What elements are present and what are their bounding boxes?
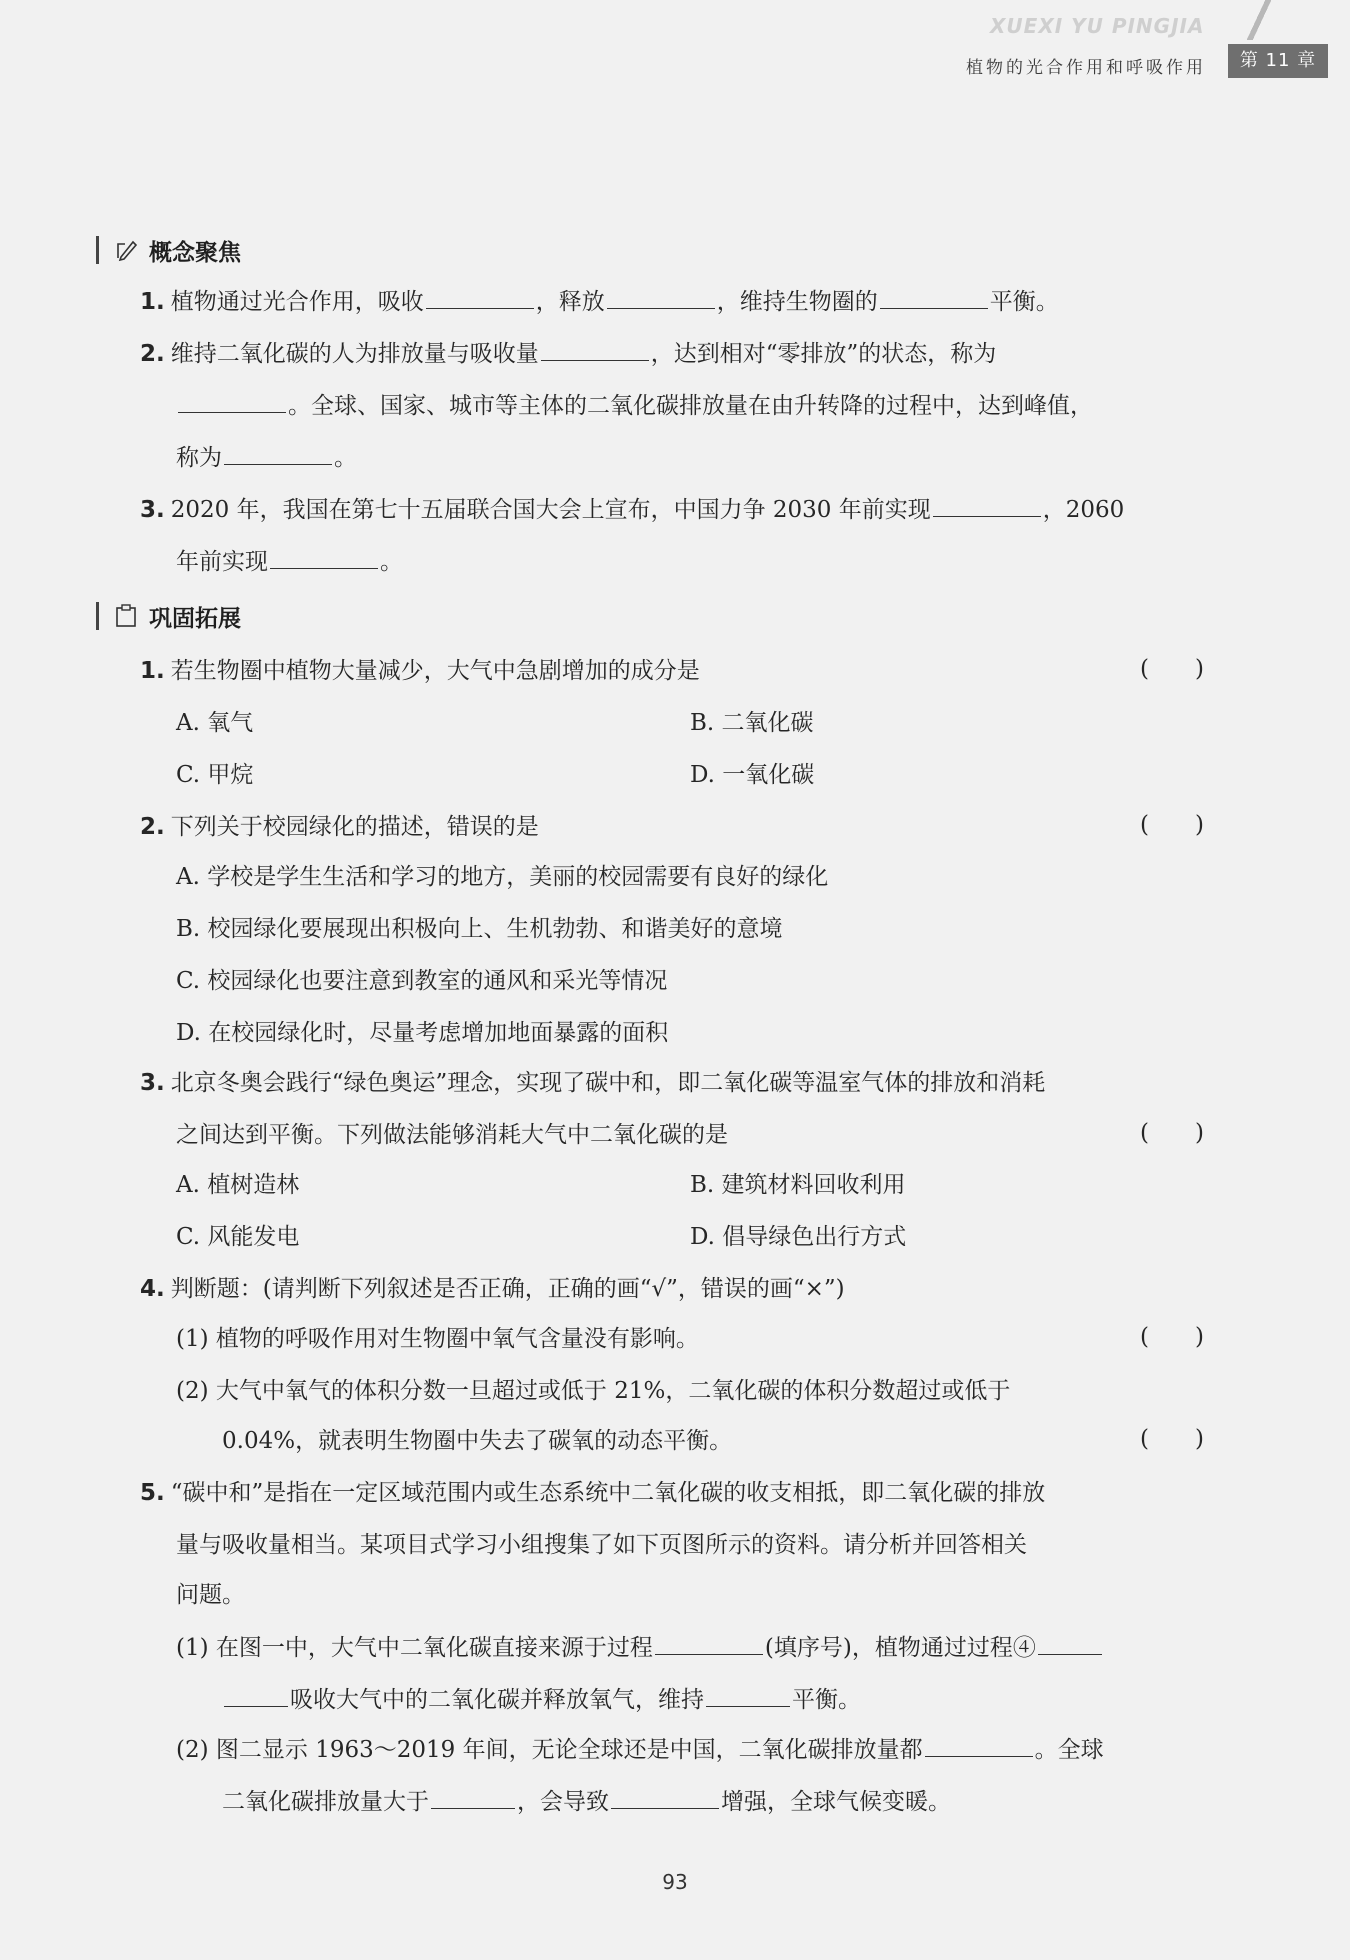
question-number: 3. — [140, 1070, 165, 1096]
question-1 — [140, 284, 1059, 319]
question-text: 若生物圈中植物大量减少，大气中急剧增加的成分是 — [170, 658, 700, 684]
question-text: 北京冬奥会践行“绿色奥运”理念，实现了碳中和，即二氧化碳等温室气体的排放和消耗 — [170, 1070, 1046, 1096]
answer-parentheses[interactable]: ( ) — [1140, 656, 1204, 682]
option-d[interactable]: D. 在校园绿化时，尽量考虑增加地面暴露的面积 — [176, 1020, 669, 1046]
question-text: 称为 — [176, 445, 222, 471]
option-a[interactable]: A. 氧气 — [176, 710, 254, 736]
option-c[interactable]: C. 甲烷 — [176, 762, 254, 788]
question-text: 。 — [334, 445, 357, 471]
question-number: 1. — [140, 289, 165, 315]
question-5-line-1 — [140, 1476, 1045, 1510]
question-text: 2020 年，我国在第七十五届联合国大会上宣布，中国力争 2030 年前实现 — [170, 497, 931, 523]
question-2-line-1 — [140, 336, 996, 371]
section-heading-practice — [96, 598, 241, 634]
question-text: 。全球 — [1034, 1737, 1104, 1763]
option-b[interactable]: B. 二氧化碳 — [690, 710, 814, 736]
question-text: ，释放 — [535, 289, 605, 315]
question-text: 植物通过光合作用，吸收 — [170, 289, 424, 315]
clipboard-icon — [113, 603, 139, 629]
mc-question-3-line-2: 之间达到平衡。下列做法能够消耗大气中二氧化碳的是 — [176, 1122, 728, 1148]
option-c[interactable]: C. 校园绿化也要注意到教室的通风和采光等情况 — [176, 968, 668, 994]
answer-blank[interactable] — [431, 1784, 515, 1809]
section-bar — [96, 602, 99, 630]
question-text: 判断题：(请判断下列叙述是否正确，正确的画“√”，错误的画“×”) — [170, 1276, 845, 1302]
sub-question-2-line-1 — [176, 1732, 1104, 1767]
answer-blank[interactable] — [655, 1630, 763, 1655]
answer-blank[interactable] — [541, 336, 649, 361]
question-number: 1. — [140, 658, 165, 684]
chapter-badge: 第 11 章 — [1228, 44, 1328, 78]
header-stripe — [1238, 0, 1280, 40]
answer-blank[interactable] — [270, 544, 378, 569]
question-text: 二氧化碳排放量大于 — [222, 1789, 429, 1815]
answer-parentheses[interactable]: ( ) — [1140, 1120, 1204, 1146]
answer-parentheses[interactable]: ( ) — [1140, 812, 1204, 838]
section-heading-concepts — [96, 232, 241, 268]
mc-question-1 — [140, 654, 700, 688]
question-5-line-2: 量与吸收量相当。某项目式学习小组搜集了如下页图所示的资料。请分析并回答相关 — [176, 1532, 1027, 1558]
answer-blank[interactable] — [925, 1732, 1033, 1757]
answer-parentheses[interactable]: ( ) — [1140, 1324, 1204, 1350]
question-text: 吸收大气中的二氧化碳并释放氧气，维持 — [290, 1687, 704, 1713]
answer-blank[interactable] — [178, 388, 286, 413]
question-text: (1) 在图一中，大气中二氧化碳直接来源于过程 — [176, 1635, 653, 1661]
answer-blank[interactable] — [880, 284, 988, 309]
question-text: ，达到相对“零排放”的状态，称为 — [650, 341, 997, 367]
question-text: ，会导致 — [517, 1789, 609, 1815]
question-number: 3. — [140, 497, 165, 523]
question-text: 年前实现 — [176, 549, 268, 575]
question-number: 2. — [140, 341, 165, 367]
question-text: 平衡。 — [989, 289, 1059, 315]
question-text: (2) 图二显示 1963～2019 年间，无论全球还是中国，二氧化碳排放量都 — [176, 1737, 923, 1763]
option-d[interactable]: D. 倡导绿色出行方式 — [690, 1224, 907, 1250]
question-2-line-3 — [176, 440, 357, 475]
answer-blank[interactable] — [706, 1682, 790, 1707]
section-bar — [96, 236, 99, 264]
sub-question-1-line-1 — [176, 1630, 1104, 1665]
pencil-icon — [113, 237, 139, 263]
mc-question-3-line-1 — [140, 1066, 1045, 1100]
question-number: 5. — [140, 1480, 165, 1506]
question-number: 4. — [140, 1276, 165, 1302]
option-d[interactable]: D. 一氧化碳 — [690, 762, 815, 788]
question-5-line-3: 问题。 — [176, 1582, 245, 1608]
answer-blank[interactable] — [224, 440, 332, 465]
answer-blank[interactable] — [426, 284, 534, 309]
question-text: ，维持生物圈的 — [716, 289, 878, 315]
question-text: 增强，全球气候变暖。 — [721, 1789, 951, 1815]
question-text: 维持二氧化碳的人为排放量与吸收量 — [170, 341, 539, 367]
option-a[interactable]: A. 植树造林 — [176, 1172, 300, 1198]
option-c[interactable]: C. 风能发电 — [176, 1224, 300, 1250]
section-title: 概念聚焦 — [149, 239, 241, 266]
option-b[interactable]: B. 建筑材料回收利用 — [690, 1172, 906, 1198]
judgment-item-2-line-1: (2) 大气中氧气的体积分数一旦超过或低于 21%，二氧化碳的体积分数超过或低于 — [176, 1378, 1011, 1404]
section-title: 巩固拓展 — [149, 605, 241, 632]
question-3-line-2 — [176, 544, 403, 579]
brand-watermark: XUEXI YU PINGJIA — [990, 14, 1205, 38]
question-3-line-1 — [140, 492, 1124, 527]
question-text: 。全球、国家、城市等主体的二氧化碳排放量在由升转降的过程中，达到峰值， — [288, 393, 1093, 419]
question-text: 下列关于校园绿化的描述，错误的是 — [170, 814, 539, 840]
mc-question-2 — [140, 810, 539, 844]
sub-question-2-line-2 — [222, 1784, 951, 1819]
judgment-item-2-line-2: 0.04%，就表明生物圈中失去了碳氧的动态平衡。 — [222, 1428, 733, 1454]
answer-blank[interactable] — [933, 492, 1041, 517]
answer-blank[interactable] — [611, 1784, 719, 1809]
page-header — [0, 0, 1350, 90]
header-title: 植物的光合作用和呼吸作用 — [966, 58, 1206, 78]
question-2-line-2 — [176, 388, 1093, 423]
page-number: 93 — [662, 1870, 688, 1894]
judgment-question — [140, 1272, 845, 1306]
option-b[interactable]: B. 校园绿化要展现出积极向上、生机勃勃、和谐美好的意境 — [176, 916, 783, 942]
question-text: ，2060 — [1042, 497, 1125, 523]
answer-blank[interactable] — [224, 1682, 288, 1707]
question-number: 2. — [140, 814, 165, 840]
answer-blank[interactable] — [1038, 1630, 1102, 1655]
sub-question-1-line-2 — [222, 1682, 861, 1717]
judgment-item-1: (1) 植物的呼吸作用对生物圈中氧气含量没有影响。 — [176, 1326, 699, 1352]
question-text: (填序号)，植物通过过程④ — [764, 1635, 1036, 1661]
question-text: 。 — [380, 549, 403, 575]
question-text: 平衡。 — [792, 1687, 861, 1713]
answer-blank[interactable] — [607, 284, 715, 309]
option-a[interactable]: A. 学校是学生生活和学习的地方，美丽的校园需要有良好的绿化 — [176, 864, 829, 890]
answer-parentheses[interactable]: ( ) — [1140, 1426, 1204, 1452]
question-text: “碳中和”是指在一定区域范围内或生态系统中二氧化碳的收支相抵，即二氧化碳的排放 — [170, 1480, 1046, 1506]
